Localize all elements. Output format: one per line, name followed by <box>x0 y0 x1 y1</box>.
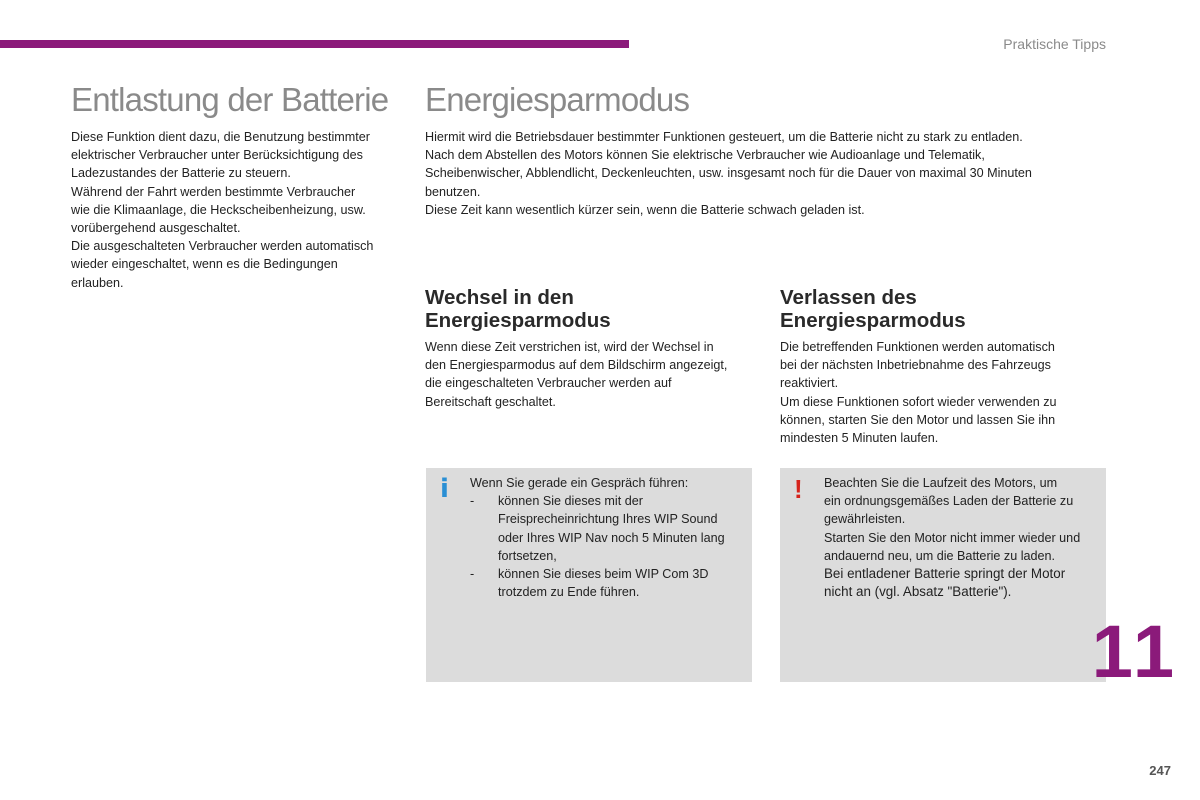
heading-line: Wechsel in den <box>425 286 574 309</box>
list-dash: - <box>470 494 475 509</box>
text-line: elektrischer Verbraucher unter Berücksichtigung des <box>71 148 363 163</box>
battery-relief-text <box>71 128 411 292</box>
info-icon: i <box>440 474 449 504</box>
text-line: Die betreffenden Funktionen werden automatisch <box>780 340 1055 354</box>
list-dash: - <box>470 567 475 582</box>
text-line: Diese Funktion dient dazu, die Benutzung bestimmter <box>71 130 370 144</box>
switch-mode-heading <box>425 286 611 332</box>
heading-line: Verlassen des <box>780 286 917 309</box>
page-number: 247 <box>1149 763 1171 778</box>
text-line: können, starten Sie den Motor und lassen Sie ihn <box>780 412 1056 427</box>
text-line: Bereitschaft geschaltet. <box>425 394 556 409</box>
text-line: Während der Fahrt werden bestimmte Verbraucher <box>71 184 356 199</box>
header-accent-bar <box>0 40 629 48</box>
text-line: Die ausgeschalteten Verbraucher werden automatisch <box>71 239 374 254</box>
text-line: benutzen. <box>425 184 481 199</box>
text-line: Wenn diese Zeit verstrichen ist, wird der Wechsel in <box>425 340 714 354</box>
warning-note-box <box>780 468 1106 682</box>
list-item <box>470 565 744 601</box>
text-line: können Sie dieses beim WIP Com 3D <box>498 567 709 582</box>
text-line: ein ordnungsgemäßes Laden der Batterie zu <box>824 494 1074 509</box>
text-line: fortsetzen, <box>498 548 557 563</box>
text-line: die eingeschalteten Verbraucher werden auf <box>425 376 672 391</box>
info-note-box <box>426 468 752 682</box>
exit-mode-heading <box>780 286 966 332</box>
text-line: andauernd neu, um die Batterie zu laden. <box>824 548 1056 563</box>
text-line: gewährleisten. <box>824 512 906 527</box>
text-line: reaktiviert. <box>780 376 839 391</box>
text-line: Um diese Funktionen sofort wieder verwenden zu <box>780 394 1057 409</box>
chapter-number: 11 <box>1091 610 1178 693</box>
text-line: Bei entladener Batterie springt der Motor <box>824 566 1066 582</box>
heading-line: Energiesparmodus <box>780 309 966 332</box>
text-line: Diese Zeit kann wesentlich kürzer sein, wenn die Batterie schwach geladen ist. <box>425 202 865 217</box>
text-line: Nach dem Abstellen des Motors können Sie elektrische Verbraucher wie Audioanlage und Telematik, <box>425 148 985 163</box>
text-line: Scheibenwischer, Abblendlicht, Deckenleuchten, usw. insgesamt noch für die Dauer von maximal 30 Minuten <box>425 166 1032 181</box>
energy-saving-text <box>425 128 1105 219</box>
warning-note-text <box>824 474 1098 601</box>
text-line: oder Ihres WIP Nav noch 5 Minuten lang <box>498 530 725 545</box>
info-intro: Wenn Sie gerade ein Gespräch führen: <box>470 476 689 490</box>
text-line: wie die Klimaanlage, die Heckscheibenheizung, usw. <box>71 202 366 217</box>
battery-relief-title: Entlastung der Batterie <box>71 81 389 118</box>
text-line: Freisprecheinrichtung Ihres WIP Sound <box>498 512 718 527</box>
text-line: den Energiesparmodus auf dem Bildschirm angezeigt, <box>425 358 728 373</box>
text-line: Beachten Sie die Laufzeit des Motors, um <box>824 476 1058 490</box>
heading-line: Energiesparmodus <box>425 309 611 332</box>
text-line: Ladezustandes der Batterie zu steuern. <box>71 166 291 181</box>
warning-icon: ! <box>794 474 803 504</box>
text-line: vorübergehend ausgeschaltet. <box>71 221 241 236</box>
switch-mode-text <box>425 338 765 411</box>
text-line: trotzdem zu Ende führen. <box>498 585 640 600</box>
text-line: können Sie dieses mit der <box>498 494 643 509</box>
exit-mode-text <box>780 338 1110 447</box>
list-item <box>470 492 744 565</box>
text-line: nicht an (vgl. Absatz "Batterie"). <box>824 584 1012 600</box>
info-note-text <box>470 474 744 601</box>
text-line: Hiermit wird die Betriebsdauer bestimmter Funktionen gesteuert, um die Batterie nicht zu stark zu entladen. <box>425 130 1023 144</box>
text-line: bei der nächsten Inbetriebnahme des Fahrzeugs <box>780 358 1051 373</box>
text-line: Starten Sie den Motor nicht immer wieder und <box>824 530 1081 545</box>
energy-saving-title: Energiesparmodus <box>425 81 690 118</box>
section-label: Praktische Tipps <box>1003 36 1106 52</box>
text-line: wieder eingeschaltet, wenn es die Bedingungen <box>71 257 338 272</box>
text-line: mindesten 5 Minuten laufen. <box>780 431 939 446</box>
text-line: erlauben. <box>71 275 124 290</box>
